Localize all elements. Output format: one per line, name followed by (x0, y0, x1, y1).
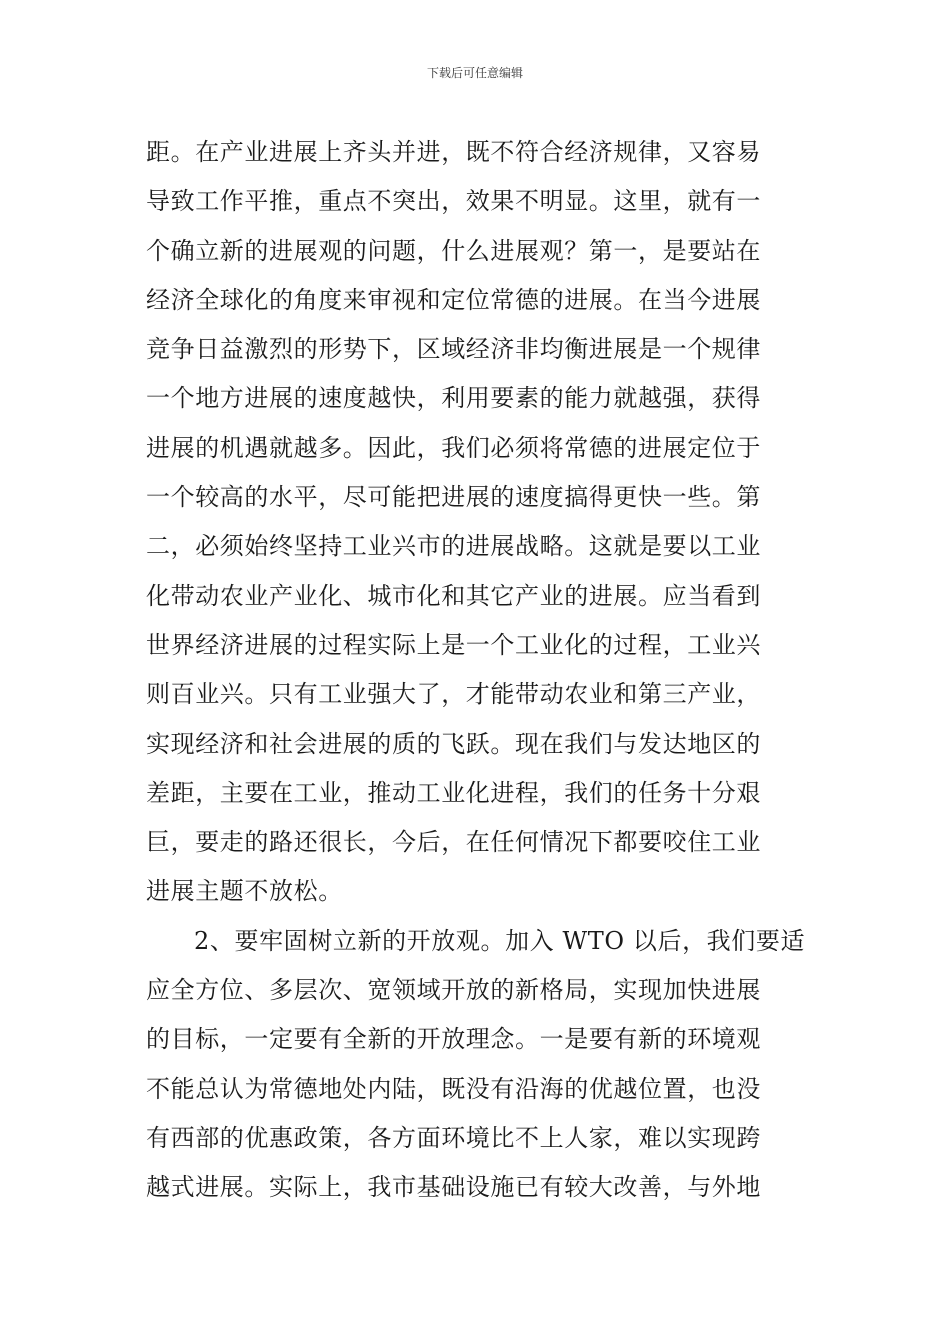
text-line: 越式进展。实际上，我市基础设施已有较大改善，与外地 (146, 1173, 761, 1202)
text-line: 差距，主要在工业，推动工业化进程，我们的任务十分艰 (146, 778, 761, 807)
text-line: 的目标，一定要有全新的开放理念。一是要有新的环境观 (146, 1025, 761, 1054)
text-line: 有西部的优惠政策，各方面环境比不上人家，难以实现跨 (146, 1123, 761, 1152)
text-line: 二，必须始终坚持工业兴市的进展战略。这就是要以工业 (146, 532, 761, 561)
text-line: 距。在产业进展上齐头并进，既不符合经济规律，又容易 (146, 138, 761, 166)
text-line: 实现经济和社会进展的质的飞跃。现在我们与发达地区的 (146, 729, 761, 758)
text-line: 个确立新的进展观的问题，什么进展观？第一，是要站在 (146, 236, 761, 265)
text-line: 一个地方进展的速度越快，利用要素的能力就越强，获得 (146, 384, 761, 413)
text-line: 巨，要走的路还很长，今后，在任何情况下都要咬住工业 (146, 828, 761, 857)
text-line: 一个较高的水平，尽可能把进展的速度搞得更快一些。第 (146, 483, 761, 512)
text-line: 2、要牢固树立新的开放观。加入 WTO 以后，我们要适 (194, 926, 806, 955)
text-line: 则百业兴。只有工业强大了，才能带动农业和第三产业， (146, 680, 761, 709)
text-line: 经济全球化的角度来审视和定位常德的进展。在当今进展 (146, 285, 761, 314)
text-line: 化带动农业产业化、城市化和其它产业的进展。应当看到 (146, 581, 761, 610)
page-header: 下载后可任意编辑 (426, 66, 523, 80)
text-line: 进展的机遇就越多。因此，我们必须将常德的进展定位于 (146, 433, 761, 462)
text-line: 进展主题不放松。 (146, 877, 343, 906)
text-line: 竞争日益激烈的形势下，区域经济非均衡进展是一个规律 (146, 335, 761, 364)
paragraph-2 (146, 917, 810, 1213)
text-line: 世界经济进展的过程实际上是一个工业化的过程，工业兴 (146, 630, 761, 659)
document-body (146, 128, 810, 1213)
text-line: 应全方位、多层次、宽领域开放的新格局，实现加快进展 (146, 976, 761, 1005)
paragraph-1 (146, 128, 810, 917)
text-line: 不能总认为常德地处内陆，既没有沿海的优越位置，也没 (146, 1074, 761, 1103)
text-line: 导致工作平推，重点不突出，效果不明显。这里，就有一 (146, 187, 761, 216)
